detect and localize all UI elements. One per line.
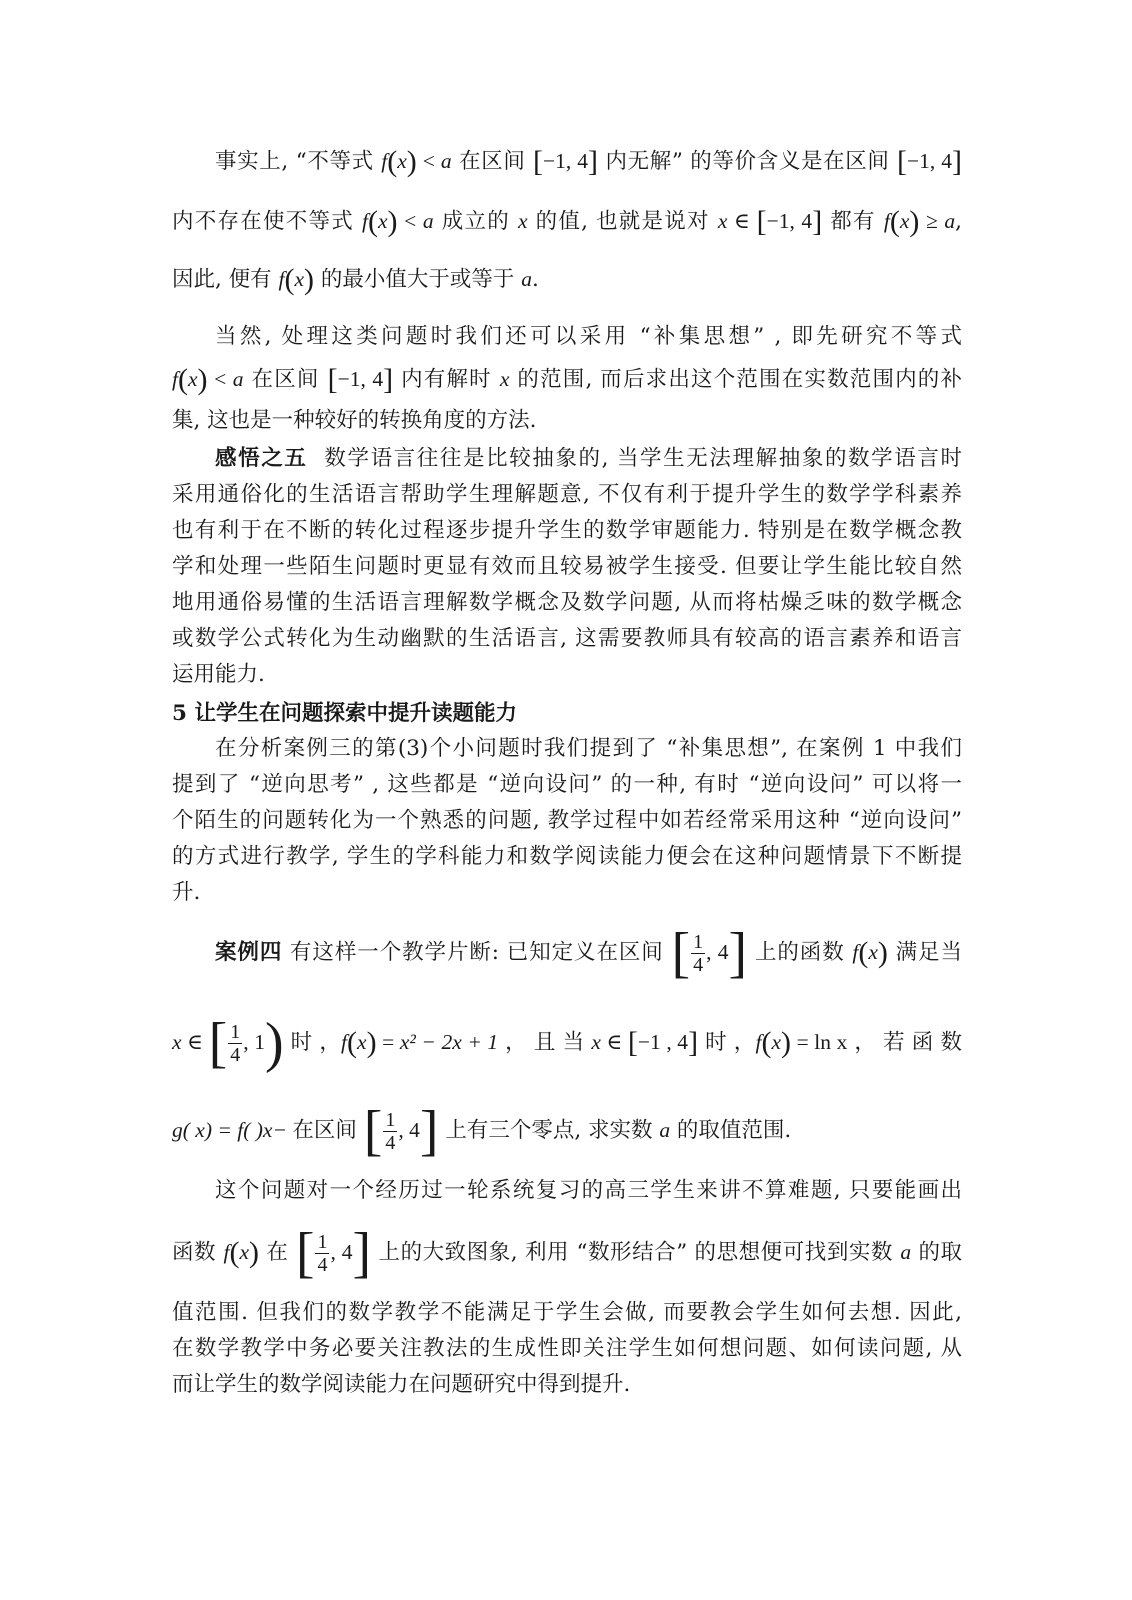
insight-line1: 感悟之五 数学语言往往是比较抽象的, 当学生无法理解抽象的数学语言时	[215, 446, 962, 471]
end-line2: 函数 f(x) 在 [ $\frac{1}{4}$ , 4] 上的大致图象, 利用 “数形结合” 的思想便可找到实数 a 的取	[172, 1222, 962, 1284]
end-line5: 而让学生的数学阅读能力在问题研究中得到提升.	[172, 1372, 631, 1397]
section-heading: 5 让学生在问题探索中提升读题能力	[172, 701, 517, 726]
case4-title: 案例四	[215, 940, 283, 965]
s5-line1: 在分析案例三的第(3)个小问题时我们提到了 “补集思想”, 在案例 1 中我们	[215, 736, 962, 761]
insight-line6: 或数学公式转化为生动幽默的生活语言, 这需要教师具有较高的语言素养和语言	[172, 626, 962, 651]
end-line3: 值范围. 但我们的数学教学不能满足于学生会做, 而要教会学生如何去想. 因此,	[172, 1300, 962, 1325]
fraction: $\frac{1}{4}$	[230, 1020, 241, 1066]
fraction: $\frac{1}{4}$	[693, 930, 704, 976]
fraction: $\frac{1}{4}$	[317, 1230, 328, 1276]
end-line4: 在数学教学中务必要关注教法的生成性即关注学生如何想问题、如何读问题, 从	[172, 1336, 962, 1361]
s5-line3: 个陌生的问题转化为一个熟悉的问题, 教学过程中如若经常采用这种 “逆向设问”	[172, 808, 962, 833]
p1-line1: 事实上, “不等式 f(x) < a 在区间 [−1, 4] 内无解” 的等价含义是在区间 [−1, 4]	[215, 145, 962, 178]
insight-line4: 学和处理一些陌生问题时更显有效而且较易被学生接受. 但要让学生能比较自然	[172, 554, 962, 579]
s5-line5: 升.	[172, 880, 201, 905]
insight-line5: 地用通俗易懂的生活语言理解数学概念及数学问题, 从而将枯燥乏味的数学概念	[172, 590, 962, 615]
case4-line1: 案例四 有这样一个教学片断: 已知定义在区间 [ $\frac{1}{4}$ , 4] 上的函数 f(x) 满足当	[215, 922, 963, 984]
insight-line7: 运用能力.	[172, 662, 265, 687]
insight-line3: 也有利于在不断的转化过程逐步提升学生的数学审题能力. 特别是在数学概念教	[172, 518, 962, 543]
case4-line2: x ∈ [ $\frac{1}{4}$ , 1) 时 ，f(x) = x² − 2x + 1 ， 且 当 x ∈ [−1 , 4] 时 ，f(x) = ln x ， 若 函 数	[172, 1012, 963, 1074]
s5-line2: 提到了 “逆向思考” , 这些都是 “逆向设问” 的一种, 有时 “逆向设问” 可以将一	[172, 772, 962, 797]
insight-line2: 采用通俗化的生活语言帮助学生理解题意, 不仅有利于提升学生的数学学科素养	[172, 482, 962, 507]
case4-line3: g( x) = f( )x− 在区间 [ $\frac{1}{4}$ , 4] 上有三个零点, 求实数 a 的取值范围.	[172, 1100, 792, 1162]
p1-line3: 因此, 便有 f(x) 的最小值大于或等于 a.	[172, 263, 539, 296]
p2-line1: 当然, 处理这类问题时我们还可以采用 “补集思想” , 即先研究不等式	[215, 324, 962, 349]
insight-title: 感悟之五	[215, 446, 308, 471]
p2-line2: f(x) < a 在区间 [−1, 4] 内有解时 x 的范围, 而后求出这个范围在实数范围内的补	[172, 363, 962, 396]
fraction: $\frac{1}{4}$	[385, 1108, 396, 1154]
p2-line3: 集, 这也是一种较好的转换角度的方法.	[172, 408, 537, 433]
s5-line4: 的方式进行教学, 学生的学科能力和数学阅读能力便会在这种问题情景下不断提	[172, 844, 962, 869]
end-line1: 这个问题对一个经历过一轮系统复习的高三学生来讲不算难题, 只要能画出	[215, 1178, 962, 1203]
p1-line2: 内不存在使不等式 f(x) < a 成立的 x 的值, 也就是说对 x ∈ [−1, 4] 都有 f(x) ≥ a,	[172, 205, 962, 238]
